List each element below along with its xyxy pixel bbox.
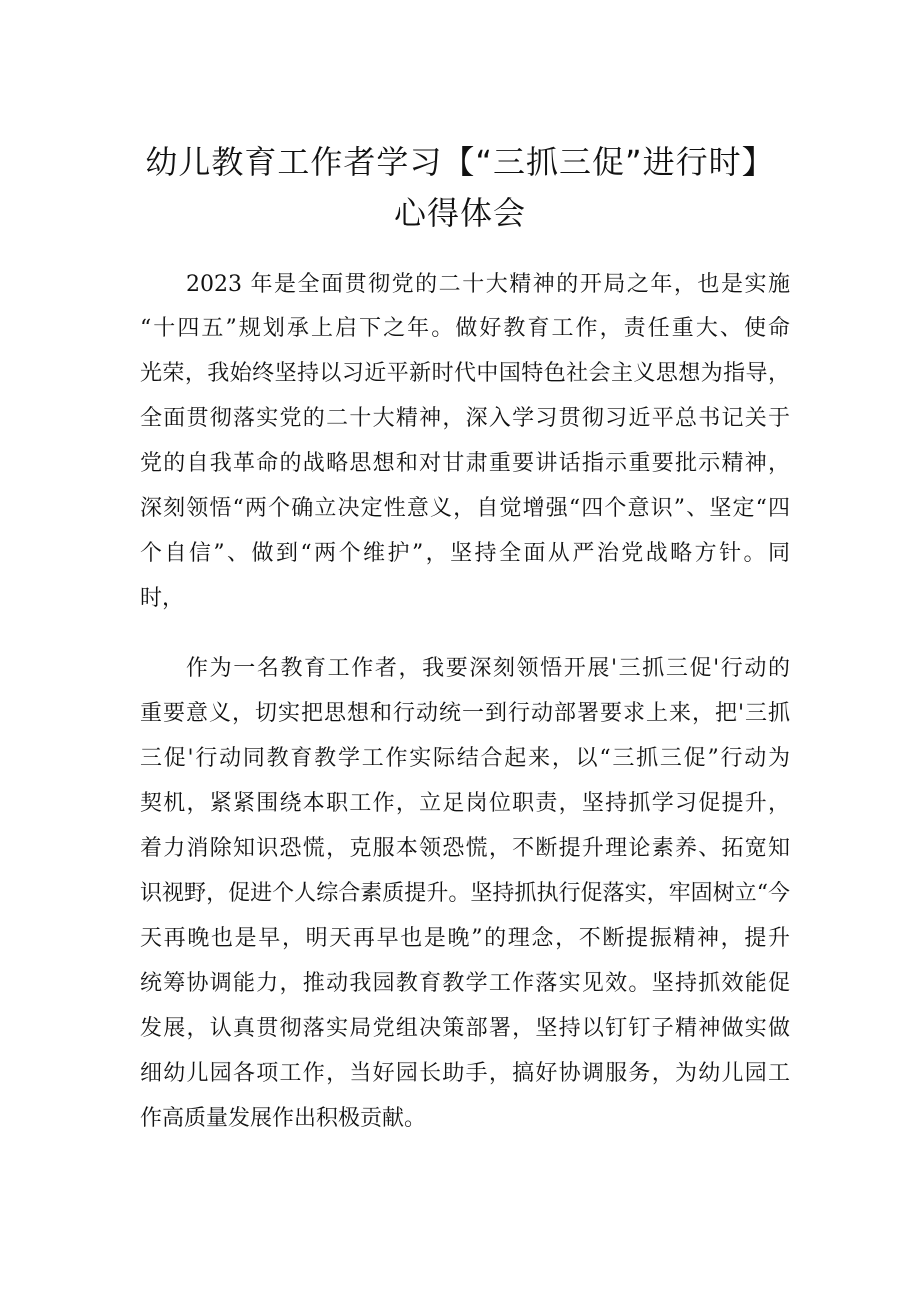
paragraph-2-line: 天再晚也是早，明天再早也是晚”的理念，不断提振精神，提升: [140, 926, 790, 951]
paragraph-2-line: 契机，紧紧围绕本职工作，立足岗位职责，坚持抓学习促提升，: [140, 791, 790, 816]
document-title-line-2: 心得体会: [393, 194, 526, 232]
document-title-line-1: 幼儿教育工作者学习【“三抓三促”进行时】: [145, 143, 775, 181]
paragraph-1-line: 个自信”、做到“两个维护”，坚持全面从严治党战略方针。同: [140, 541, 790, 566]
paragraph-1-line: 时，: [140, 586, 185, 611]
paragraph-2-line: 识视野，促进个人综合素质提升。坚持抓执行促落实，牢固树立“今: [140, 881, 790, 906]
paragraph-2-line: 着力消除知识恐慌，克服本领恐慌，不断提升理论素养、拓宽知: [140, 836, 790, 861]
paragraph-2-line: 发展，认真贯彻落实局党组决策部署，坚持以钉钉子精神做实做: [140, 1016, 790, 1041]
paragraph-2-line: 统筹协调能力，推动我园教育教学工作落实见效。坚持抓效能促: [140, 971, 790, 996]
paragraph-1-line: 2023 年是全面贯彻党的二十大精神的开局之年，也是实施: [186, 272, 790, 297]
paragraph-2-line: 细幼儿园各项工作，当好园长助手，搞好协调服务，为幼儿园工: [140, 1061, 790, 1086]
paragraph-2-line: 作为一名教育工作者，我要深刻领悟开展'三抓三促'行动的: [186, 656, 790, 681]
paragraph-1-line: 光荣，我始终坚持以习近平新时代中国特色社会主义思想为指导，: [140, 361, 790, 386]
paragraph-1-line: “十四五”规划承上启下之年。做好教育工作，责任重大、使命: [140, 316, 790, 341]
paragraph-1-line: 全面贯彻落实党的二十大精神，深入学习贯彻习近平总书记关于: [140, 406, 790, 431]
paragraph-1-line: 党的自我革命的战略思想和对甘肃重要讲话指示重要批示精神，: [140, 451, 790, 476]
paragraph-2-line: 三促'行动同教育教学工作实际结合起来，以“三抓三促”行动为: [140, 746, 790, 771]
paragraph-1-line: 深刻领悟“两个确立决定性意义，自觉增强“四个意识”、坚定“四: [140, 496, 790, 521]
paragraph-2-line: 作高质量发展作出积极贡献。: [140, 1106, 427, 1131]
paragraph-2-line: 重要意义，切实把思想和行动统一到行动部署要求上来，把'三抓: [140, 701, 790, 726]
